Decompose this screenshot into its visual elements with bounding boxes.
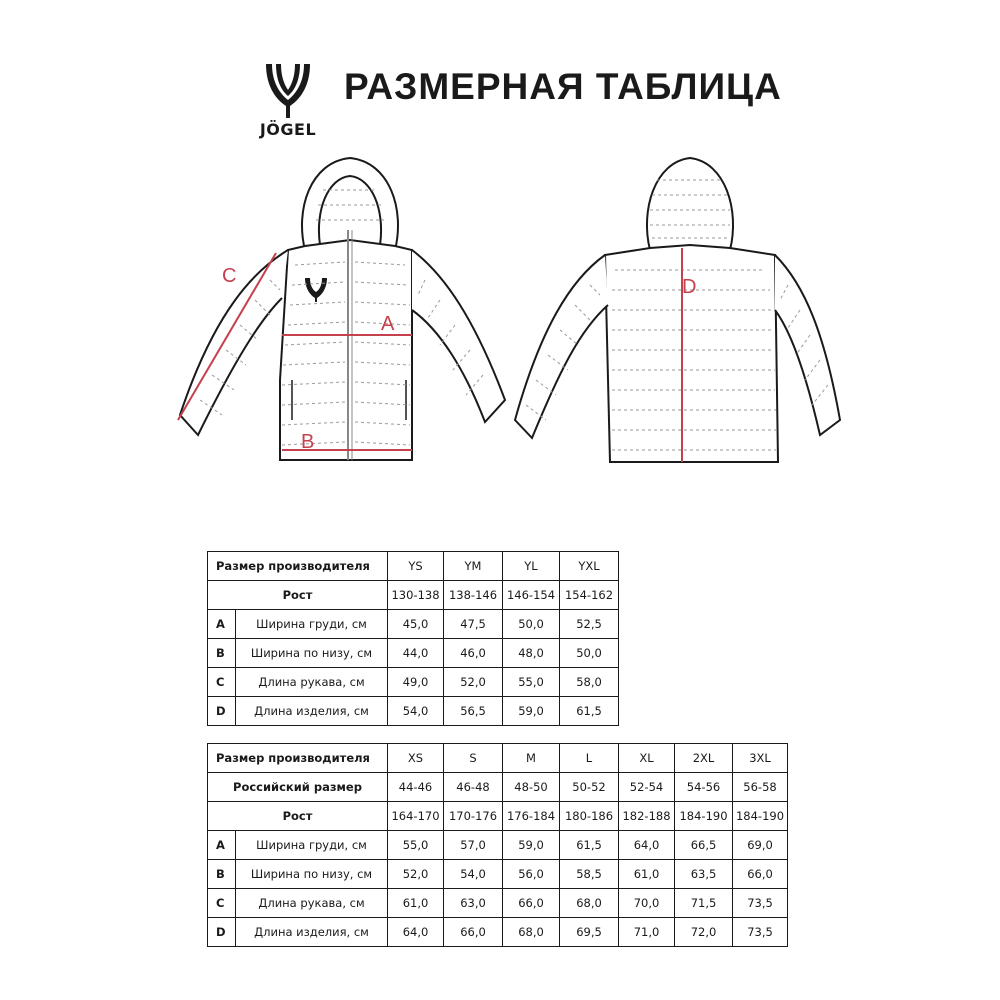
table-row [208, 639, 619, 668]
row-label: Длина изделия, см [236, 918, 388, 947]
value-cell: 54,0 [444, 860, 503, 889]
manufacturer-size-label: Размер производителя [208, 552, 388, 581]
value-cell: 58,5 [560, 860, 619, 889]
size-cell: YS [388, 552, 444, 581]
russian-size-cell: 54-56 [675, 773, 733, 802]
height-cell: 146-154 [503, 581, 560, 610]
value-cell: 61,0 [619, 860, 675, 889]
row-label: Ширина груди, см [236, 610, 388, 639]
value-cell: 66,5 [675, 831, 733, 860]
label-c: C [222, 265, 237, 287]
value-cell: 44,0 [388, 639, 444, 668]
row-letter: A [208, 831, 236, 860]
height-label: Рост [208, 581, 388, 610]
table-row-russian-size [208, 773, 788, 802]
height-cell: 184-190 [733, 802, 788, 831]
height-cell: 138-146 [444, 581, 503, 610]
row-label: Ширина груди, см [236, 831, 388, 860]
value-cell: 45,0 [388, 610, 444, 639]
table-row-height [208, 581, 619, 610]
size-cell: YL [503, 552, 560, 581]
row-letter: A [208, 610, 236, 639]
value-cell: 66,0 [733, 860, 788, 889]
height-cell: 182-188 [619, 802, 675, 831]
jacket-back [515, 158, 840, 462]
value-cell: 57,0 [444, 831, 503, 860]
value-cell: 55,0 [388, 831, 444, 860]
value-cell: 49,0 [388, 668, 444, 697]
manufacturer-size-label: Размер производителя [208, 744, 388, 773]
value-cell: 68,0 [560, 889, 619, 918]
height-cell: 176-184 [503, 802, 560, 831]
value-cell: 66,0 [503, 889, 560, 918]
value-cell: 58,0 [560, 668, 619, 697]
jogel-emblem-icon [262, 62, 314, 120]
row-letter: C [208, 889, 236, 918]
height-cell: 180-186 [560, 802, 619, 831]
value-cell: 71,5 [675, 889, 733, 918]
height-cell: 130-138 [388, 581, 444, 610]
label-d: D [682, 276, 697, 298]
size-cell: YXL [560, 552, 619, 581]
value-cell: 50,0 [503, 610, 560, 639]
value-cell: 69,0 [733, 831, 788, 860]
row-letter: B [208, 639, 236, 668]
value-cell: 47,5 [444, 610, 503, 639]
table-row [208, 831, 788, 860]
row-label: Ширина по низу, см [236, 860, 388, 889]
row-letter: D [208, 918, 236, 947]
value-cell: 54,0 [388, 697, 444, 726]
value-cell: 72,0 [675, 918, 733, 947]
value-cell: 52,0 [444, 668, 503, 697]
size-table-adult [207, 743, 788, 947]
value-cell: 59,0 [503, 697, 560, 726]
value-cell: 64,0 [619, 831, 675, 860]
brand-logo [248, 62, 328, 142]
row-label: Длина изделия, см [236, 697, 388, 726]
size-cell: L [560, 744, 619, 773]
label-a: A [381, 313, 395, 335]
size-cell: YM [444, 552, 503, 581]
value-cell: 55,0 [503, 668, 560, 697]
value-cell: 46,0 [444, 639, 503, 668]
value-cell: 52,5 [560, 610, 619, 639]
jacket-front [180, 158, 505, 460]
height-cell: 184-190 [675, 802, 733, 831]
value-cell: 61,0 [388, 889, 444, 918]
value-cell: 50,0 [560, 639, 619, 668]
table-row [208, 610, 619, 639]
logo-text: JÖGEL [259, 120, 317, 139]
table-row-header [208, 552, 619, 581]
russian-size-label: Российский размер [208, 773, 388, 802]
russian-size-cell: 50-52 [560, 773, 619, 802]
size-cell: M [503, 744, 560, 773]
value-cell: 66,0 [444, 918, 503, 947]
value-cell: 71,0 [619, 918, 675, 947]
size-cell: S [444, 744, 503, 773]
value-cell: 52,0 [388, 860, 444, 889]
table-row [208, 889, 788, 918]
height-cell: 154-162 [560, 581, 619, 610]
size-cell: 3XL [733, 744, 788, 773]
russian-size-cell: 56-58 [733, 773, 788, 802]
russian-size-cell: 48-50 [503, 773, 560, 802]
table-row [208, 668, 619, 697]
value-cell: 64,0 [388, 918, 444, 947]
value-cell: 48,0 [503, 639, 560, 668]
table-row [208, 918, 788, 947]
russian-size-cell: 46-48 [444, 773, 503, 802]
value-cell: 61,5 [560, 831, 619, 860]
value-cell: 61,5 [560, 697, 619, 726]
page-title: РАЗМЕРНАЯ ТАБЛИЦА [344, 66, 782, 107]
value-cell: 68,0 [503, 918, 560, 947]
value-cell: 56,5 [444, 697, 503, 726]
value-cell: 63,0 [444, 889, 503, 918]
table-row-height [208, 802, 788, 831]
row-letter: B [208, 860, 236, 889]
value-cell: 73,5 [733, 918, 788, 947]
row-letter: D [208, 697, 236, 726]
russian-size-cell: 52-54 [619, 773, 675, 802]
row-letter: C [208, 668, 236, 697]
size-cell: XS [388, 744, 444, 773]
height-cell: 170-176 [444, 802, 503, 831]
value-cell: 69,5 [560, 918, 619, 947]
russian-size-cell: 44-46 [388, 773, 444, 802]
size-cell: XL [619, 744, 675, 773]
table-row [208, 697, 619, 726]
value-cell: 59,0 [503, 831, 560, 860]
height-cell: 164-170 [388, 802, 444, 831]
jacket-illustration [160, 150, 860, 475]
row-label: Длина рукава, см [236, 668, 388, 697]
size-table-kids [207, 551, 619, 726]
height-label: Рост [208, 802, 388, 831]
value-cell: 63,5 [675, 860, 733, 889]
value-cell: 56,0 [503, 860, 560, 889]
size-cell: 2XL [675, 744, 733, 773]
label-b: B [301, 431, 315, 453]
row-label: Ширина по низу, см [236, 639, 388, 668]
row-label: Длина рукава, см [236, 889, 388, 918]
value-cell: 70,0 [619, 889, 675, 918]
value-cell: 73,5 [733, 889, 788, 918]
table-row-header [208, 744, 788, 773]
table-row [208, 860, 788, 889]
